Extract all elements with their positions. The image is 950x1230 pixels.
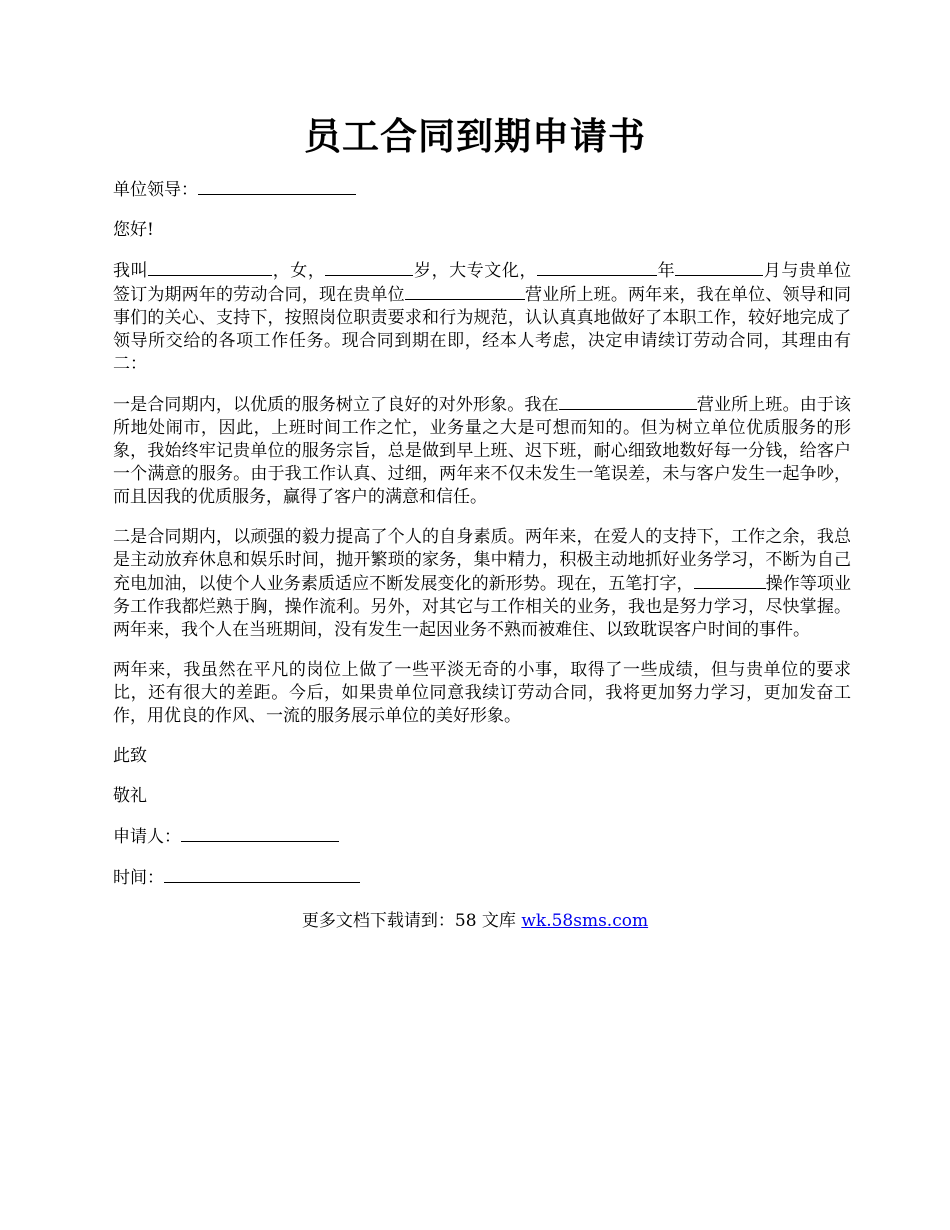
para2-text-1: 一是合同期内，以优质的服务树立了良好的对外形象。我在: [113, 395, 559, 415]
applicant-label: 申请人：: [113, 827, 181, 847]
salutation-label: 单位领导：: [113, 180, 198, 200]
applicant-line: [113, 825, 851, 849]
closing-salute: 敬礼: [113, 786, 147, 806]
greeting: 您好!: [113, 220, 154, 240]
date-label: 时间：: [113, 868, 164, 888]
name-blank: [148, 259, 272, 276]
date-line: [113, 866, 851, 890]
paragraph-intro: [113, 259, 851, 376]
para1-text-2: ，女，: [272, 261, 326, 281]
leader-blank: [198, 178, 356, 195]
salutation-line: [113, 178, 851, 202]
para1-text-3: 岁，大专文化，: [413, 261, 538, 281]
applicant-blank: [181, 825, 339, 842]
year-blank: [537, 259, 657, 276]
para1-text-5: 月与贵单位签订为期两年的劳动合同，现在贵单位: [113, 261, 852, 305]
para2-text-2: 营业所上班。由于该所地处闹市，因此，上班时间工作之忙，业务量之大是可想而知的。但为树立单位优质服务的形象，我始终牢记贵单位的服务宗旨，总是做到早上班、迟下班，耐心细致地数好每一分钱，给客户一个满意的服务。由于我工作认真、过细，两年来不仅未发生一笔误差，未与客户发生一起争吵，而且因我的优质服务，赢得了客户的满意和信任。: [113, 395, 852, 507]
para1-text-4: 年: [657, 261, 676, 281]
date-blank: [164, 866, 360, 883]
para1-text-6: 营业所上班。两年来，我在单位、领导和同事们的关心、支持下，按照岗位职责要求和行为规范，认认真真地做好了本职工作，较好地完成了领导所交给的各项工作任务。现合同到期在即，经本人考虑，决定申请续订劳动合同，其理由有二：: [113, 285, 852, 374]
document-body: [113, 178, 851, 907]
office-blank: [559, 393, 697, 410]
paragraph-conclusion: 两年来，我虽然在平凡的岗位上做了一些平淡无奇的小事，取得了一些成绩，但与贵单位的要求比，还有很大的差距。今后，如果贵单位同意我续订劳动合同，我将更加努力学习，更加发奋工作，用优良的作风、一流的服务展示单位的美好形象。: [113, 660, 851, 726]
document-title: 员工合同到期申请书: [304, 114, 646, 158]
age-blank: [325, 259, 413, 276]
closing-regards: 此致: [113, 746, 147, 766]
para3-text-2: 操作等项业务工作我都烂熟于胸，操作流利。另外，对其它与工作相关的业务，我也是努力学习，尽快掌握。两年来，我个人在当班期间，没有发生一起因业务不熟而被难住、以致耽误客户时间的事件。: [113, 574, 852, 640]
month-blank: [675, 259, 763, 276]
footer-text: 更多文档下载请到：58 文库: [301, 911, 522, 931]
para1-text-1: 我叫: [113, 261, 149, 281]
footer: [0, 910, 950, 933]
skill-blank: [694, 572, 766, 589]
paragraph-reason-two: [113, 526, 851, 642]
footer-link[interactable]: wk.58sms.com: [521, 911, 649, 931]
paragraph-reason-one: [113, 393, 851, 509]
para3-text-1: 二是合同期内，以顽强的毅力提高了个人的自身素质。两年来，在爱人的支持下，工作之余，我总是主动放弃休息和娱乐时间，抛开繁琐的家务，集中精力，积极主动地抓好业务学习，不断为自己充电加油，以使个人业务素质适应不断发展变化的新形势。现在，五笔打字，: [113, 527, 851, 594]
branch-blank: [405, 283, 525, 300]
